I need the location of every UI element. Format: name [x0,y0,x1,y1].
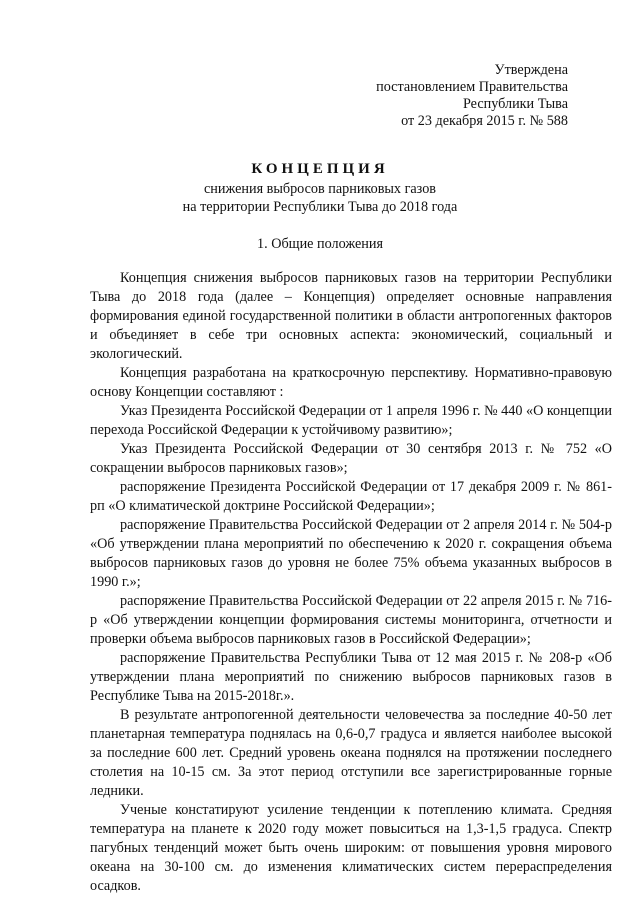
document-title: КОНЦЕПЦИЯ [251,161,389,177]
paragraph: распоряжение Правительства Российской Федерации от 22 апреля 2015 г. № 716-р «Об утверждении концепции формирования системы мониторинга, отчетности и проверки объема выбросов парниковых газов в Российской Федерации»; [90,593,612,647]
document-body [90,269,612,896]
paragraph: распоряжение Правительства Российской Федерации от 2 апреля 2014 г. № 504-р «Об утверждении плана мероприятий по обеспечению к 2020 г. сокращения объема выбросов парниковых газов до уровня не более 75% объема указанных выбросов в 1990 г.»; [90,517,612,590]
paragraph: Ученые констатируют усиление тенденции к потеплению климата. Средняя температура на планете к 2020 году может повыситься на 1,3-1,5 градуса. Спектр пагубных тенденций может быть очень широким: от повышения уровня мирового океана на 30-100 см. до изменения климатических систем перераспределения осадков. [90,802,612,894]
paragraph: В результате антропогенной деятельности человечества за последние 40-50 лет планетарная температура поднялась на 0,6-0,7 градуса и является наиболее высокой за последние 600 лет. Средний уровень океана поднялся на протяжении последнего столетия на 10-15 см. За этот период отступили все зарегистрированные горные ледники. [90,707,612,799]
document-subtitle [0,180,640,216]
approval-line-1: Утверждена [494,62,568,78]
section-heading: 1. Общие положения [257,236,383,252]
paragraph: Указ Президента Российской Федерации от 30 сентября 2013 г. № 752 «О сокращении выбросов парниковых газов»; [90,441,612,476]
paragraph: Указ Президента Российской Федерации от 1 апреля 1996 г. № 440 «О концепции перехода Российской Федерации к устойчивому развитию»; [90,403,612,438]
paragraph: Концепция разработана на краткосрочную перспективу. Нормативно-правовую основу Концепции составляют : [90,365,612,400]
approval-line-4: от 23 декабря 2015 г. № 588 [401,113,568,129]
paragraph: распоряжение Правительства Республики Тыва от 12 мая 2015 г. № 208-р «Об утверждении плана мероприятий по снижению выбросов парниковых газов в Республике Тыва на 2015-2018г.». [90,650,612,704]
approval-line-2: постановлением Правительства [376,79,568,95]
approval-stamp [376,62,568,130]
subtitle-line-2: на территории Республики Тыва до 2018 года [182,199,458,215]
approval-line-3: Республики Тыва [462,96,568,112]
paragraph: Концепция снижения выбросов парниковых газов на территории Республики Тыва до 2018 года (далее – Концепция) определяет основные направления формирования единой государственной политики в области антропогенных факторов и объединяет в себе три основных аспекта: экономический, социальный и экологический. [90,270,612,362]
paragraph: распоряжение Президента Российской Федерации от 17 декабря 2009 г. № 861-рп «О климатической доктрине Российской Федерации»; [90,479,612,514]
subtitle-line-1: снижения выбросов парниковых газов [203,181,436,197]
